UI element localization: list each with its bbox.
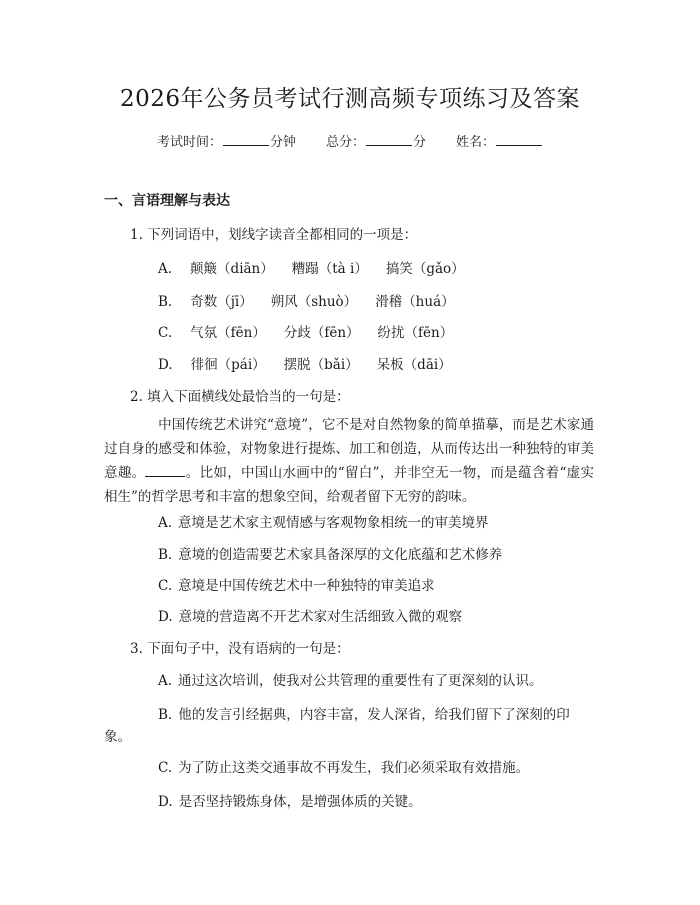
option-word: 搞笑（gǎo） (385, 261, 465, 277)
option-word: 颠簸（diān） (190, 261, 274, 277)
option-label: D. (158, 609, 173, 625)
q3-option-b (158, 703, 570, 723)
page-title: 2026年公务员考试行测高频专项练习及答案 (119, 86, 581, 112)
section-heading: 一、言语理解与表达 (104, 193, 230, 209)
q1-option-a (158, 257, 483, 277)
student-name (456, 131, 543, 150)
score-blank (366, 133, 412, 146)
option-label: D. (158, 794, 173, 810)
passage-part-a: 中国传统艺术讲究“意境”，它不是对自然物象的简单描摹，而是艺术家通过自身的感受和体验，对物象进行提炼、加工和创造，从而传达出一种独特的审美意趣。 (104, 417, 594, 481)
option-label: B. (158, 547, 173, 563)
option-label: A. (158, 515, 173, 531)
q1-option-d (158, 353, 470, 373)
time-blank (223, 133, 269, 146)
exam-meta (0, 131, 700, 150)
option-word: 分歧（fēn） (283, 325, 360, 341)
option-text: 他的发言引经据典，内容丰富，发人深省，给我们留下了深刻的印 (178, 707, 570, 723)
q3-option-c (158, 756, 529, 776)
q3-option-d (158, 790, 422, 810)
option-word: 朔风（shuò） (270, 294, 358, 310)
option-text: 为了防止这类交通事故不再发生，我们必须采取有效措施。 (178, 760, 530, 776)
passage-part-b: 。比如，中国山水画中的“留白”，并非空无一物，而是蕴含着“虚实相生”的哲学思考和丰富的想象空间，给观者留下无穷的韵味。 (104, 465, 594, 505)
option-label: B. (158, 294, 173, 310)
exam-time (157, 131, 296, 150)
option-label: A. (158, 261, 173, 277)
name-label: 姓名： (456, 135, 496, 150)
question-2-stem: 2. 填入下面横线处最恰当的一句是： (130, 389, 350, 405)
total-score (326, 131, 426, 150)
option-word: 徘徊（pái） (190, 357, 266, 373)
q2-option-a (158, 511, 489, 531)
score-unit: 分 (413, 135, 427, 150)
fill-blank (145, 464, 185, 477)
option-label: B. (158, 707, 173, 723)
q2-option-b (158, 543, 502, 563)
option-label: C. (158, 760, 173, 776)
question-3-stem: 3. 下面句子中，没有语病的一句是： (130, 641, 350, 657)
score-label: 总分： (325, 135, 365, 150)
option-text: 通过这次培训，使我对公共管理的重要性有了更深刻的认识。 (178, 673, 543, 689)
option-text: 意境是中国传统艺术中一种独特的审美追求 (178, 578, 435, 594)
q1-option-b (158, 290, 473, 310)
option-label: A. (158, 673, 173, 689)
option-label: D. (158, 357, 173, 373)
option-text: 意境的创造需要艺术家具备深厚的文化底蕴和艺术修养 (178, 547, 503, 563)
option-label: C. (158, 578, 173, 594)
q3-option-a (158, 669, 543, 689)
option-word: 纷扰（fēn） (377, 325, 454, 341)
option-word: 滑稽（huá） (375, 294, 455, 310)
option-label: C. (158, 325, 173, 341)
q2-passage (104, 413, 594, 509)
option-word: 糟蹋（tà i） (291, 261, 368, 277)
option-text: 是否坚持锻炼身体，是增强体质的关键。 (178, 794, 422, 810)
option-text: 意境是艺术家主观情感与客观物象相统一的审美境界 (178, 515, 489, 531)
time-label: 考试时间： (156, 135, 222, 150)
option-word: 摆脱（bǎi） (283, 357, 359, 373)
q2-option-c (158, 574, 435, 594)
time-unit: 分钟 (269, 135, 296, 150)
q3-option-b-continuation: 象。 (104, 729, 131, 745)
q2-option-d (158, 605, 462, 625)
q1-option-c (158, 321, 471, 341)
option-word: 气氛（fēn） (190, 325, 266, 341)
option-word: 呆板（dāi） (376, 357, 452, 373)
name-blank (496, 133, 542, 146)
option-text: 意境的营造离不开艺术家对生活细致入微的观察 (178, 609, 463, 625)
question-1-stem: 1. 下列词语中，划线字读音全都相同的一项是： (130, 227, 418, 243)
option-word: 奇数（jī） (190, 294, 253, 310)
